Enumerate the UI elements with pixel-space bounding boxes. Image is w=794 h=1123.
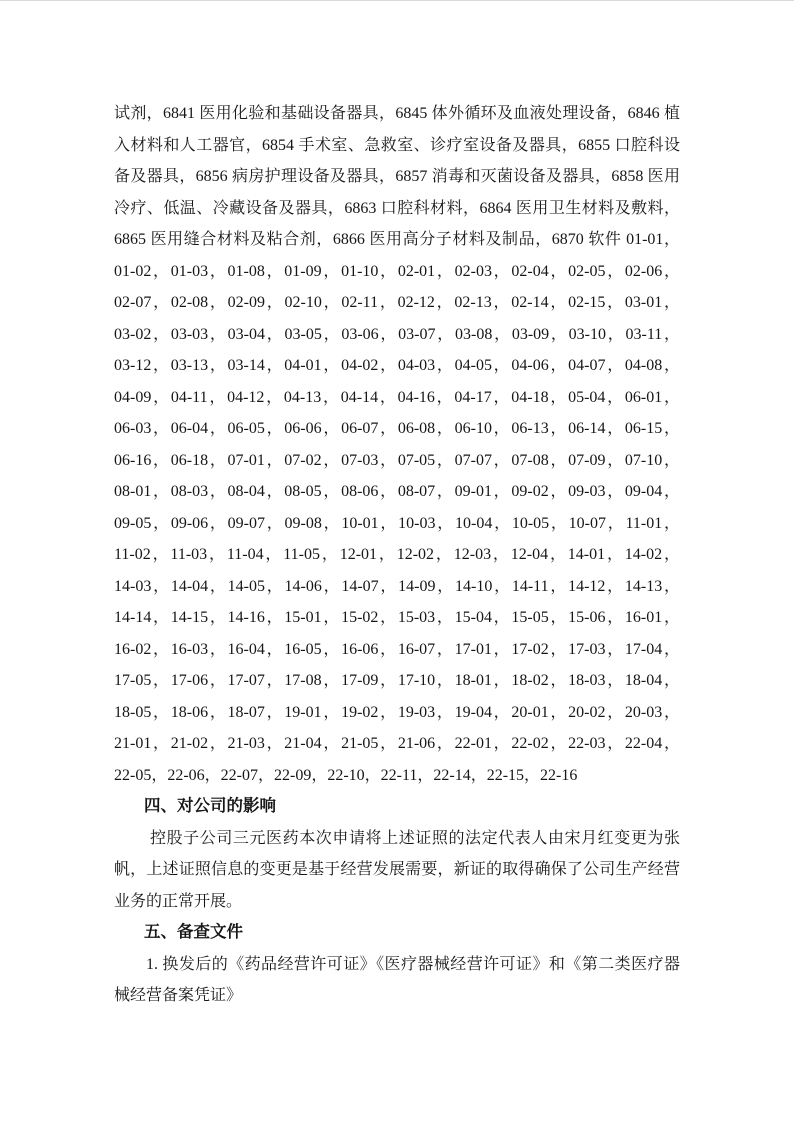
doc-line: 04-09，04-11，04-12，04-13，04-14，04-16，04-17，04-18，05-04，06-01， <box>114 388 680 406</box>
doc-line: 03-12，03-13，03-14，04-01，04-02，04-03，04-05，04-06，04-07，04-08， <box>114 357 680 374</box>
doc-line: 11-02，11-03，11-04，11-05，12-01，12-02，12-03，12-04，14-01，14-02， <box>114 546 680 563</box>
doc-line: 09-05，09-06，09-07，09-08，10-01，10-03，10-04，10-05，10-07，11-01， <box>114 514 680 532</box>
doc-line: 械经营备案凭证》 <box>114 987 243 1004</box>
document-body <box>114 98 680 1012</box>
doc-line: 18-05，18-06，18-07，19-01，19-02，19-03，19-04，20-01，20-02，20-03， <box>114 703 680 721</box>
doc-line: 冷疗、低温、冷藏设备及器具，6863 口腔科材料，6864 医用卫生材料及敷料， <box>114 199 680 217</box>
section-4-heading: 四、对公司的影响 <box>144 797 276 815</box>
doc-line: 试剂，6841 医用化验和基础设备器具，6845 体外循环及血液处理设备，6846 植 <box>114 105 680 122</box>
doc-line: 控股子公司三元医药本次申请将上述证照的法定代表人由宋月红变更为张 <box>150 829 680 847</box>
doc-line: 14-14，14-15，14-16，15-01，15-02，15-03，15-04，15-05，15-06，16-01， <box>114 609 680 626</box>
doc-line: 14-03，14-04，14-05，14-06，14-07，14-09，14-10，14-11，14-12，14-13， <box>114 577 680 595</box>
doc-line: 06-03，06-04，06-05，06-06，06-07，06-08，06-10，06-13，06-14，06-15， <box>114 420 680 437</box>
doc-line: 帆，上述证照信息的变更是基于经营发展需要，新证的取得确保了公司生产经营 <box>114 861 680 878</box>
doc-line: 02-07，02-08，02-09，02-10，02-11，02-12，02-13，02-14，02-15，03-01， <box>114 294 680 311</box>
doc-line: 入材料和人工器官，6854 手术室、急救室、诊疗室设备及器具，6855 口腔科设 <box>114 136 680 154</box>
doc-line: 1. 换发后的《药品经营许可证》《医疗器械经营许可证》和《第二类医疗器 <box>146 955 680 973</box>
doc-line: 01-02，01-03，01-08，01-09，01-10，02-01，02-03，02-04，02-05，02-06， <box>114 262 680 280</box>
doc-line: 03-02，03-03，03-04，03-05，03-06，03-07，03-08，03-09，03-10，03-11， <box>114 325 680 343</box>
doc-line: 22-05，22-06，22-07，22-09，22-10，22-11，22-14，22-15，22-16 <box>114 766 578 784</box>
doc-line: 16-02，16-03，16-04，16-05，16-06，16-07，17-01，17-02，17-03，17-04， <box>114 640 680 658</box>
doc-line: 06-16，06-18，07-01，07-02，07-03，07-05，07-07，07-08，07-09，07-10， <box>114 451 680 469</box>
doc-line: 21-01，21-02，21-03，21-04，21-05，21-06，22-01，22-02，22-03，22-04， <box>114 735 680 752</box>
section-5-heading: 五、备查文件 <box>144 923 243 941</box>
doc-line: 08-01，08-03，08-04，08-05，08-06，08-07，09-01，09-02，09-03，09-04， <box>114 483 680 500</box>
doc-line: 6865 医用缝合材料及粘合剂，6866 医用高分子材料及制品，6870 软件 01-01， <box>114 231 680 248</box>
doc-line: 17-05，17-06，17-07，17-08，17-09，17-10，18-01，18-02，18-03，18-04， <box>114 672 680 689</box>
doc-line: 备及器具，6856 病房护理设备及器具，6857 消毒和灭菌设备及器具，6858 医用 <box>114 168 680 185</box>
doc-line: 业务的正常开展。 <box>114 892 243 910</box>
